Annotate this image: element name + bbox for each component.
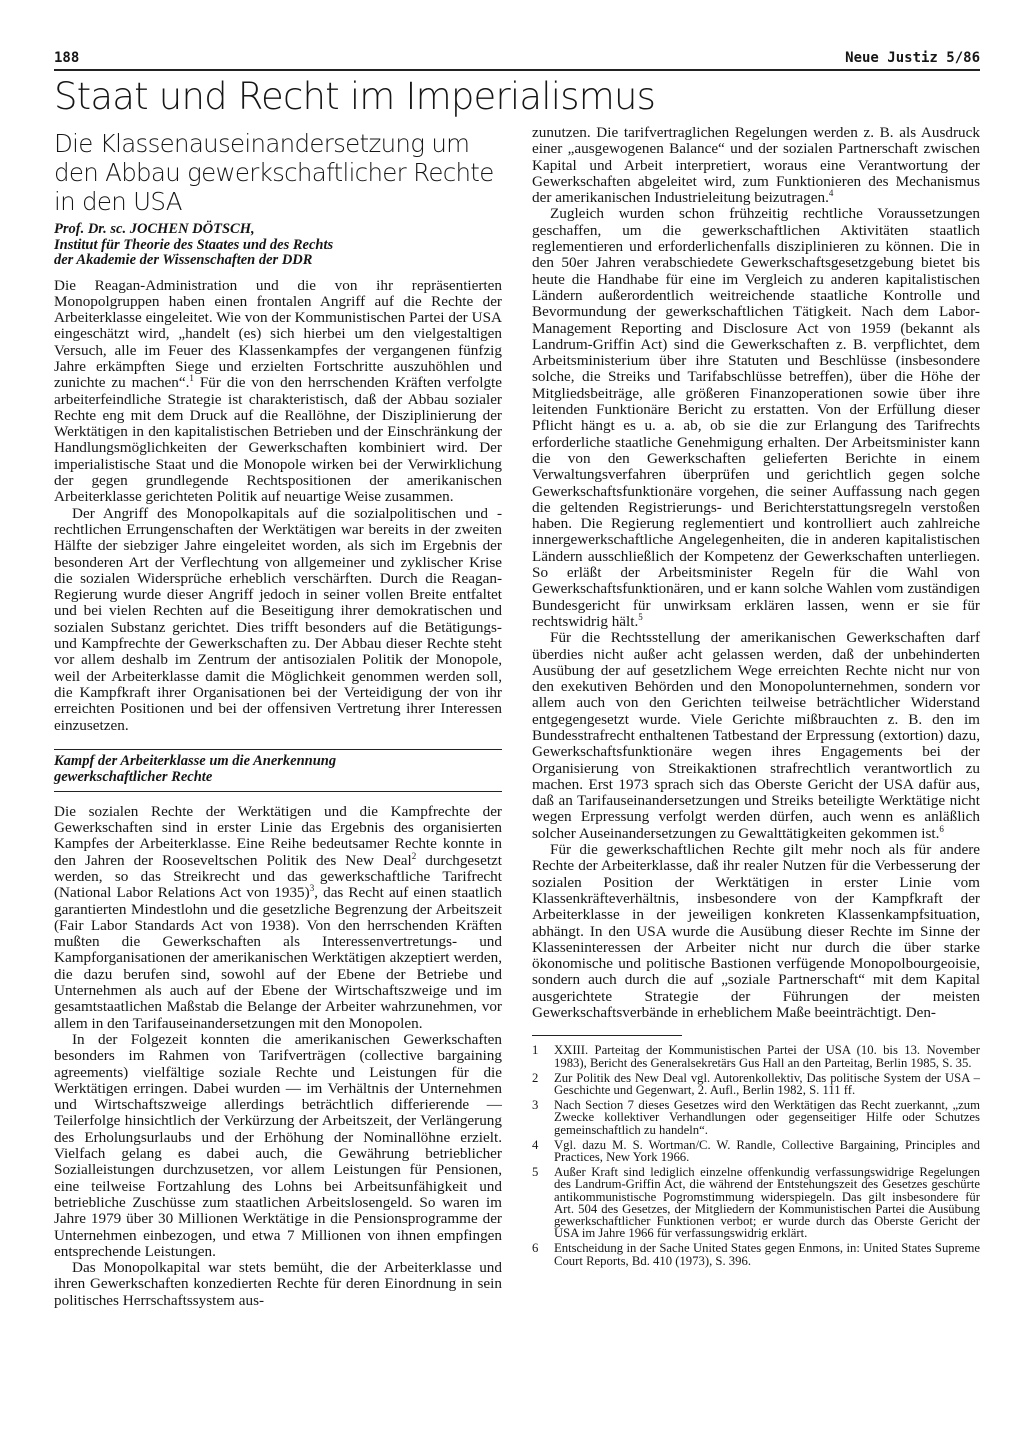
footnote-rule: [532, 1035, 682, 1036]
article-title: Die Klassenauseinandersetzung um den Abbau gewerkschaftlicher Rechte in den USA: [54, 129, 494, 216]
affiliation-line-2: der Akademie der Wissenschaften der DDR: [54, 252, 313, 268]
subheading-rule: [54, 791, 502, 792]
footnote-number: 2: [532, 1070, 539, 1085]
paragraph-3: [54, 804, 502, 1032]
footnotes: [532, 1044, 980, 1266]
section-title: Staat und Recht im Imperialismus: [54, 75, 656, 118]
footnote-5: [532, 1166, 980, 1239]
paragraph-4: In der Folgezeit konnten die amerikanischen Gewerkschaften besonders im Rahmen von Tarifverträgen (collective bargaining agreements) vielfältige soziale Rechte und Leistungen für die Werktätigen erringen. Dabei wurden — im Verhältnis der Unternehmen und Wirtschaftszweige allerdings beträchtlich differierende — Teilerfolge hinsichtlich der Verkürzung der Arbeitszeit, der Verlängerung des Erholungsurlaubs und der Erhöhung der Nominallöhne erzielt. Vielfach gelang es dabei auch, die Gewährung betrieblicher Sozialleistungen durchzusetzen, vor allem Leistungen für Pensionen, eine teilweise Fortzahlung des Lohns bei Arbeitsunfähigkeit und betriebliche Zuschüsse zum staatlichen Arbeitslosengeld. So waren im Jahre 1979 über 30 Millionen Werktätige in die Pensionsprogramme der Unternehmen einbezogen, und etwa 7 Millionen von ihnen empfingen entsprechende Leistungen.: [54, 1030, 502, 1260]
header-rule: [54, 69, 980, 71]
paragraph-9: Für die gewerkschaftlichen Rechte gilt mehr noch als für andere Rechte der Arbeiterklasse, daß ihr realer Nutzen für die Verbesserung der sozialen Position der Werktätigen in erster Linie vom Klassenkräfteverhältnis, insbesondere von der Kampfkraft der Arbeiterklasse in der jeweiligen konkreten Klassenkampfsituation, abhängt. In den USA wurde die Ausübung dieser Rechte im Sinne der Klasseninteressen der Arbeiter nicht nur durch die über starke ökonomische und politische Bastionen verfügende Monopolbourgeoisie, sondern auch durch die auf „soziale Partnerschaft“ mit dem Kapital ausgerichtete Strategie der Führungen der meisten Gewerkschaftsverbände in erheblichem Maße beeinträchtigt. Den-: [532, 841, 980, 1022]
affiliation-line-1: Institut für Theorie des Staates und des Rechts: [54, 236, 334, 253]
footnote-3: [532, 1099, 980, 1136]
footnote-ref: 6: [939, 823, 944, 834]
paragraph-5: Das Monopolkapital war stets bemüht, die der Arbeiterklasse und ihren Gewerkschaften konzedierten Rechte für deren Einordnung in sein politisches Herrschaftssystem aus-: [54, 1259, 502, 1309]
right-column: [532, 125, 980, 1309]
paragraph-text: Die Reagan-Administration und die von ihr repräsentierten Monopolgruppen haben einen frontalen Angriff auf die Rechte der Arbeiterklasse eingeleitet. Wie von der Kommunistischen Partei der USA eingeschätzt wird, „handelt (es) sich hierbei um den vielgestaltigen Versuch, alle im Feuer des Klassenkampfes der vergangenen fünfzig Jahre erkämpften Siege und erzielten Fortschritte auszuhöhlen und zunichte zu machen“.: [54, 276, 502, 392]
left-column: [54, 125, 502, 1309]
footnote-ref: 2: [411, 850, 417, 861]
footnote-text: Außer Kraft sind lediglich einzelne offenkundig verfassungswidrige Regelungen des Landrum-Griffin Act, die während der Entstehungszeit des Gesetzes geschürte antikommunistische Pogromstimmung widerspiegeln. Das gilt insbesondere für Art. 504 des Gesetzes, der Mitgliedern der Kommunistischen Partei die Ausübung gewerkschaftlicher Funktionen verbot; er wurde durch das Oberste Gericht der USA im Jahre 1966 für verfassungswidrig erklärt.: [554, 1165, 980, 1241]
footnote-6: [532, 1242, 980, 1266]
subheading: [54, 749, 502, 785]
footnote-number: 6: [532, 1241, 539, 1256]
paragraph-text: Für die von den herrschenden Kräften verfolgte arbeiterfeindliche Strategie ist charakteristisch, daß der Abbau sozialer Rechte eng mit dem Druck auf die Reallöhne, der Disziplinierung der Werktätigen in den kapitalistischen Betrieben und der Einschränkung der Handlungsmöglichkeiten der Gewerkschaften kombiniert wird. Der imperialistische Staat und die Monopole wirken bei der Verwirklichung der gegen grundlegende Rechtspositionen der amerikanischen Arbeiterklasse gerichteten Politik auf neuartige Weise zusammen.: [54, 374, 502, 506]
byline: [54, 222, 502, 269]
subheading-line-1: Kampf der Arbeiterklasse um die Anerkennung: [54, 752, 337, 769]
subheading-line-2: gewerkschaftlicher Rechte: [54, 768, 213, 785]
paragraph-text: Zugleich wurden schon frühzeitig rechtliche Voraussetzungen geschaffen, um die gewerkschaftlichen Aktivitäten staatlich reglementieren und erforderlichenfalls disziplinieren zu können. Die in den 50er Jahren verabschiedete Gewerkschaftsgesetzgebung bietet bis heute die Handhabe für eine im Vergleich zu anderen kapitalistischen Ländern außerordentlich weitreichende staatliche Kontrolle und Bevormundung der gewerkschaftlichen Tätigkeit. Nach dem Labor-Management Reporting and Disclosure Act von 1959 (bekannt als Landrum-Griffin Act) sind die Gewerkschaften z. B. verpflichtet, dem Arbeitsministerium über ihre Statuten und Beschlüsse (insbesondere solche, die Streiks und Tarifabschlüsse betreffen), über die Höhe der Mitgliedsbeiträge, alle größeren Finanzoperationen sowie über ihre leitenden Funktionäre Bericht zu erstatten. Von der Erfüllung dieser Pflicht hängt es u. a. ab, ob sie die zur Erlangung des Tarifrechts erforderliche staatliche Genehmigung erhalten. Der Arbeitsminister kann die von den Gewerkschaften gelieferten Berichte in einem Verwaltungsverfahren überprüfen und gerichtlich gegen solche Gewerkschaftsfunktionäre vorgehen, die seiner Auffassung nach gegen die geltenden Registrierungs- und Berichterstattungsregeln verstoßen haben. Die Regierung reglementiert und kontrolliert auch zahlreiche innergewerkschaftliche Angelegenheiten, die in anderen kapitalistischen Ländern ausschließlich der Kompetenz der Gewerkschaften unterliegen. So erläßt der Arbeitsminister Regeln für die Wahl von Gewerkschaftsfunktionären, und er kann solche Wahlen vom zuständigen Bundesgericht für unwirksam erklären lassen, wenn er sie für rechtswidrig hält.: [532, 205, 980, 630]
footnote-number: 1: [532, 1043, 539, 1058]
paragraph-1: [54, 278, 502, 506]
footnote-text: Nach Section 7 dieses Gesetzes wird den Werktätigen das Recht zuerkannt, „zum Zwecke kollektiver Verhandlungen oder gegenseitiger Hilfe oder Schutzes gemeinschaftlich zu handeln“.: [554, 1098, 980, 1137]
footnote-ref: 3: [309, 883, 315, 894]
author: Prof. Dr. sc. JOCHEN DÖTSCH,: [54, 221, 255, 237]
footnote-number: 3: [532, 1098, 539, 1113]
paragraph-text: zunutzen. Die tarifvertraglichen Regelungen werden z. B. als Ausdruck einer „ausgewogenen Balance“ und der sozialen Partnerschaft zwischen Kapital und Arbeit interpretiert, woraus eine Verantwortung der Gewerkschaften abgeleitet wird, zum Funktionieren des Mechanismus der amerikanischen Industrieleitung beizutragen.: [532, 124, 980, 207]
page-number: 188: [54, 50, 80, 66]
paragraph-8: [532, 630, 980, 842]
footnote-text: XXIII. Parteitag der Kommunistischen Partei der USA (10. bis 13. November 1983), Bericht des Generalsekretärs Gus Hall an den Parteitag, Berlin 1985, S. 35.: [554, 1043, 980, 1070]
paragraph-text: , das Recht auf einen staatlich garantierten Mindestlohn und die gesetzliche Begrenzung der Arbeitszeit (Fair Labor Standards Act von 1938). Von den herrschenden Kräften mußten die Gewerkschaften als Interessenvertretungs- und Kampforganisationen der amerikanischen Werktätigen akzeptiert werden, die dazu berufen sind, sowohl auf der Ebene der Betriebe und Unternehmen als auch auf der Ebene der Wirtschaftszweige und im gesamtstaatlichen Maßstab die Belange der Arbeiter wahrzunehmen, vor allem in den Tarifauseinandersetzungen mit den Monopolen.: [54, 884, 502, 1032]
footnote-4: [532, 1139, 980, 1163]
article-body: [54, 125, 980, 1309]
footnote-1: [532, 1044, 980, 1068]
paragraph-text: Die sozialen Rechte der Werktätigen und die Kampfrechte der Gewerkschaften sind in erster Linie das Ergebnis des organisierten Kampfes der Arbeiterklasse. Eine Reihe bedeutsamer Rechte konnte in den Jahren der Rooseveltschen Politik des New Deal: [54, 802, 502, 869]
paragraph-2: Der Angriff des Monopolkapitals auf die sozialpolitischen und -rechtlichen Errungenschaften der Werktätigen war bereits in der zweiten Hälfte der siebziger Jahre eingeleitet worden, als sich im Ergebnis der besonderen Art der Verflechtung von allgemeiner und zyklischer Krise die sozialen Widersprüche erheblich verschärften. Durch die Reagan-Regierung wurde dieser Angriff jedoch in seiner vollen Breite entfaltet und bei vielen Rechten auf die Beseitigung ihrer demokratischen und sozialen Substanz gerichtet. Dies trifft besonders auf die Betätigungs- und Kampfrechte der Gewerkschaften zu. Der Abbau dieser Rechte steht vor allem deshalb im Zentrum der antisozialen Politik der Monopole, weil der Arbeiterklasse damit die Möglichkeit genommen werden soll, die Kampfkraft ihrer Organisationen bei der Verteidigung der von ihr erreichten Positionen und bei der offensiven Vertretung ihrer Interessen einzusetzen.: [54, 504, 502, 734]
footnote-text: Vgl. dazu M. S. Wortman/C. W. Randle, Collective Bargaining, Principles and Practices, New York 1966.: [554, 1137, 980, 1164]
paragraph-7: [532, 206, 980, 630]
footnote-text: Entscheidung in der Sache United States gegen Enmons, in: United States Supreme Court Reports, Bd. 410 (1973), S. 396.: [554, 1241, 980, 1268]
paragraph-text: durchgesetzt werden, so das Streikrecht und das gewerkschaftliche Tarifrecht (National Labor Relations Act von 1935): [54, 851, 502, 902]
paragraph-text: Für die Rechtsstellung der amerikanischen Gewerkschaften darf überdies nicht außer acht gelassen werden, daß der unbehinderten Ausübung der auf gesetzlichem Wege erreichten Rechte nicht nur von den exekutiven Behörden und den Monopolunternehmen, sondern vor allem auch von den Gerichten teilweise beträchtlicher Widerstand entgegengesetzt wurde. Viele Gerichte mißbrauchten z. B. den im Bundesstrafrecht enthaltenen Tatbestand der Erpressung (extortion) dazu, Gewerkschaftsfunktionäre wegen ihres Engagements bei der Organisierung von Streikaktionen strafrechtlich verantwortlich zu machen. Erst 1973 sprach sich das Oberste Gericht der USA dafür aus, daß an Tarifauseinandersetzungen und Streiks beteiligte Werktätige nicht wegen Erpressung verfolgt werden dürfen, auch wenn es anläßlich solcher Auseinandersetzungen zu Gewalttätigkeiten gekommen ist.: [532, 629, 980, 842]
page-header: [54, 44, 980, 66]
footnote-ref: 4: [828, 188, 834, 199]
footnote-number: 4: [532, 1137, 539, 1152]
paragraph-6: [532, 125, 980, 206]
footnote-number: 5: [532, 1165, 539, 1180]
footnote-2: [532, 1072, 980, 1096]
footnote-ref: 1: [189, 373, 194, 384]
footnote-ref: 5: [638, 611, 643, 622]
journal-issue: Neue Justiz 5/86: [845, 50, 980, 66]
footnote-text: Zur Politik des New Deal vgl. Autorenkollektiv, Das politische System der USA – Geschichte und Gegenwart, 2. Aufl., Berlin 1982, S. 111 ff.: [554, 1070, 980, 1097]
